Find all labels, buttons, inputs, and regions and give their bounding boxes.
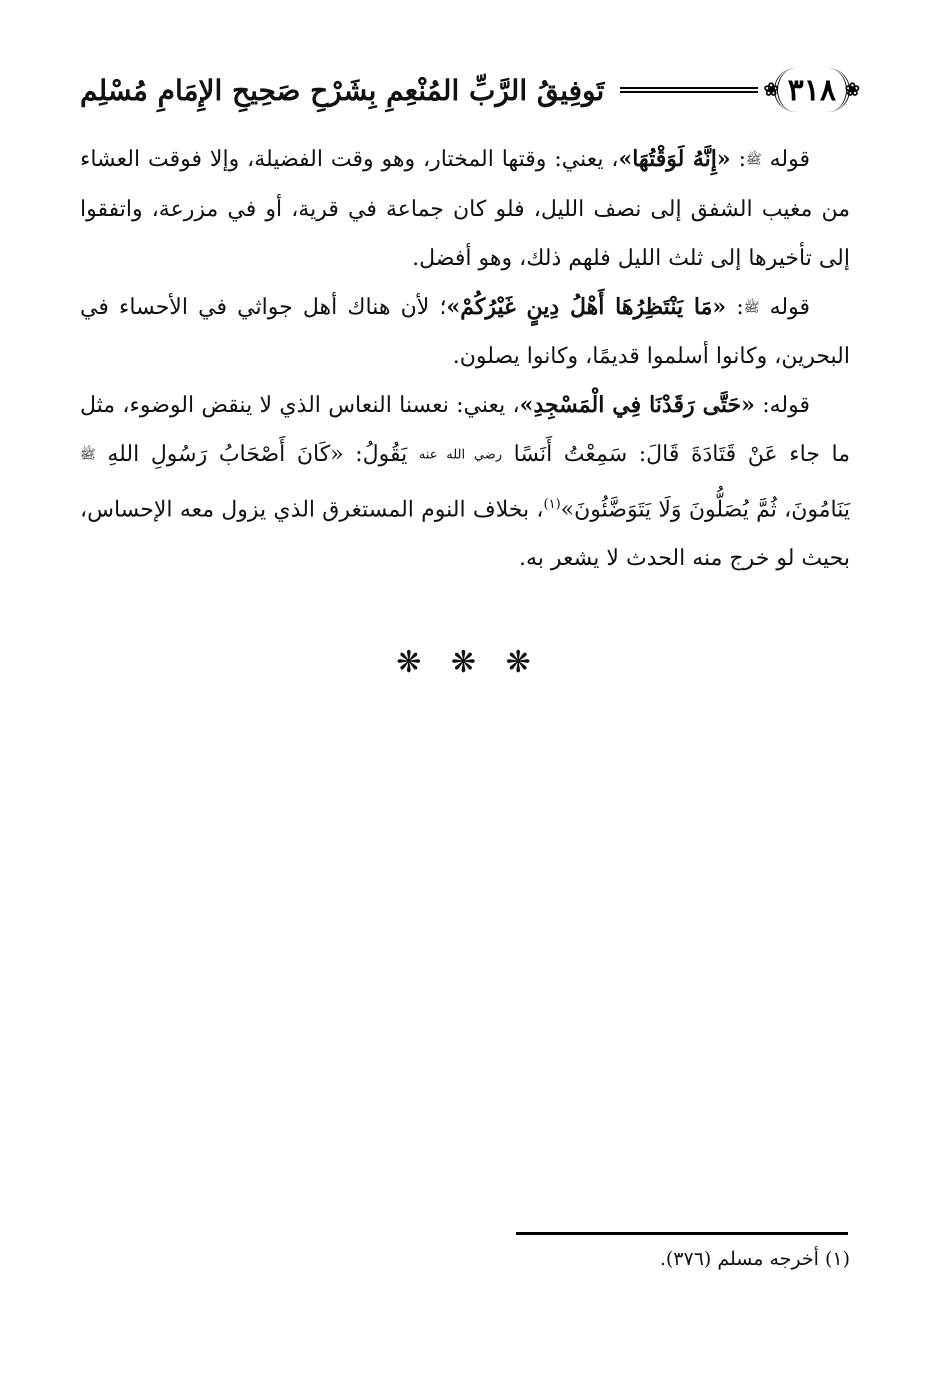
colon: : <box>730 147 746 172</box>
salutation-mark: ﷺ <box>80 447 96 463</box>
salutation-mark: ﷺ <box>743 300 760 315</box>
paragraph-text: ، يعني: نعسنا النعاس الذي لا ينقض الوضوء، مثل ما جاء عَنْ قَتَادَةَ قَالَ: سَمِعْتُ أَنَسًا <box>80 393 850 467</box>
paragraph-lead: قوله: <box>754 393 810 418</box>
paragraph-lead: قوله <box>759 294 811 320</box>
paragraph-1 <box>80 135 850 283</box>
paragraph-text: يَنَامُونَ، ثُمَّ يُصَلُّونَ وَلَا يَتَوَضَّئُونَ» <box>560 496 851 522</box>
hadith-quote: «إِنَّهُ لَوَقْتُهَا» <box>618 146 731 172</box>
radiya-mark: رضي الله عنه <box>418 447 503 463</box>
page-number: ❀ ٣١٨ ❀ <box>774 68 850 112</box>
hadith-quote: «حَتَّى رَقَدْنَا فِي الْمَسْجِدِ» <box>519 392 755 418</box>
header-rule <box>620 87 757 93</box>
hadith-quote: «مَا يَنْتَظِرُهَا أَهْلُ دِينٍ غَيْرُكُمْ» <box>446 293 727 320</box>
book-title: تَوفِيقُ الرَّبِّ المُنْعِمِ بِشَرْحِ صَحِيحِ الإِمَامِ مُسْلِم <box>80 73 605 107</box>
footnote: (١) أخرجه مسلم (٣٧٦). <box>659 1248 850 1270</box>
page-header <box>80 60 850 120</box>
paragraph-text: ؛ لأن هناك أهل جواثي في الأحساء في البحرين، وكانوا أسلموا قديمًا، وكانوا يصلون. <box>80 294 850 369</box>
footnote-rule <box>516 1232 848 1235</box>
section-separator: ❋ ❋ ❋ <box>396 645 541 680</box>
colon: : <box>726 294 744 320</box>
paragraph-text: ، بخلاف النوم المستغرق الذي يزول معه الإحساس، بحيث لو خرج منه الحدث لا يشعر به. <box>80 496 850 571</box>
salutation-mark: ﷺ <box>746 152 762 168</box>
paragraph-lead: قوله <box>761 147 811 172</box>
paragraph-text: يَقُولُ: «كَانَ أَصْحَابُ رَسُولِ اللهِ <box>95 442 419 467</box>
paragraph-3 <box>80 381 850 583</box>
paragraph-text: ، يعني: وقتها المختار، وهو وقت الفضيلة، وإلا فوقت العشاء من مغيب الشفق إلى نصف الليل، فلو كان جماعة في قرية، أو في مزرعة، واتفقوا إلى تأخيرها إلى ثلث الليل فلهم ذلك، وهو أفضل. <box>80 147 850 271</box>
footnote-ref[interactable]: (١) <box>543 496 561 512</box>
main-text <box>80 135 850 583</box>
paragraph-2 <box>80 283 850 382</box>
